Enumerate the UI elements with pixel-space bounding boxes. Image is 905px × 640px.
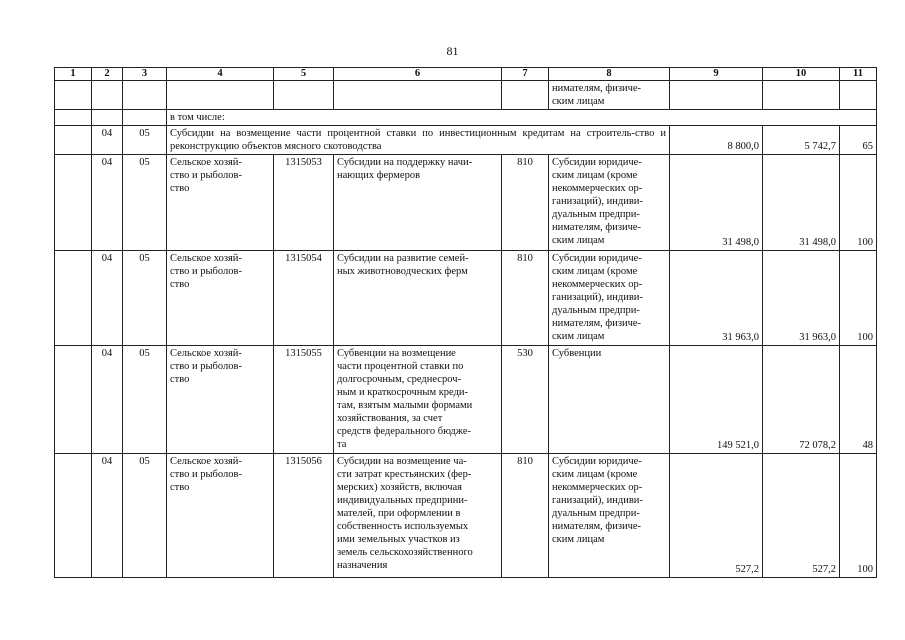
subsidy-description: Субсидии на возмещение части процентной ставки по инвестиционным кредитам на строитель-ство и реконструкцию объектов мясного скотоводства — [167, 126, 670, 155]
section-name: Сельское хозяй- ство и рыболов- ство — [167, 346, 274, 454]
expense-type-code: 810 — [502, 251, 549, 346]
continuation-row — [55, 81, 877, 110]
subtitle-row — [55, 110, 877, 126]
recipient-cell: Субсидии юридиче- ским лицам (кроме некоммерческих ор- ганизаций), индиви- дуальным предпри- нимателям, физиче- ским лицам — [549, 155, 670, 251]
section-code: 04 — [92, 346, 123, 454]
subsection-code: 05 — [123, 454, 167, 578]
section-name: Сельское хозяй- ство и рыболов- ство — [167, 251, 274, 346]
section-code: 04 — [92, 155, 123, 251]
item-description: Субсидии на развитие семей- ных животноводческих ферм — [334, 251, 502, 346]
header-cell: 7 — [502, 68, 549, 81]
header-cell: 5 — [274, 68, 334, 81]
planned-amount: 149 521,0 — [670, 346, 763, 454]
section-code: 04 — [92, 126, 123, 155]
expense-type-code: 810 — [502, 155, 549, 251]
recipient-cell: Субсидии юридиче- ским лицам (кроме некоммерческих ор- ганизаций), индиви- дуальным предпри- нимателям, физиче- ским лицам — [549, 251, 670, 346]
subsection-code: 05 — [123, 126, 167, 155]
expense-type-code: 530 — [502, 346, 549, 454]
actual-amount: 527,2 — [763, 454, 840, 578]
section-code: 04 — [92, 251, 123, 346]
recipient-cell: Субсидии юридиче- ским лицам (кроме некоммерческих ор- ганизаций), индиви- дуальным предпри- нимателям, физиче- ским лицам — [549, 454, 670, 578]
section-code: 04 — [92, 454, 123, 578]
actual-amount: 31 963,0 — [763, 251, 840, 346]
target-code: 1315053 — [274, 155, 334, 251]
header-cell: 2 — [92, 68, 123, 81]
item-description: Субсидии на поддержку начи- нающих фермеров — [334, 155, 502, 251]
header-cell: 4 — [167, 68, 274, 81]
percent: 100 — [840, 454, 877, 578]
header-cell: 11 — [840, 68, 877, 81]
header-cell: 3 — [123, 68, 167, 81]
actual-amount: 72 078,2 — [763, 346, 840, 454]
recipient-cell: Субвенции — [549, 346, 670, 454]
item-description: Субсидии на возмещение ча- сти затрат крестьянских (фер- мерских) хозяйств, включая индивидуальных предприни- мателей, при оформлении в собственность используемых ими земельных участков из земель сельскохозяйственного назначения — [334, 454, 502, 578]
actual-amount: 31 498,0 — [763, 155, 840, 251]
subsection-code: 05 — [123, 346, 167, 454]
subsection-code: 05 — [123, 155, 167, 251]
table-row — [55, 155, 877, 251]
header-cell: 10 — [763, 68, 840, 81]
subsidy-summary-row — [55, 126, 877, 155]
budget-table — [54, 67, 877, 578]
section-name: Сельское хозяй- ство и рыболов- ство — [167, 155, 274, 251]
planned-amount: 31 963,0 — [670, 251, 763, 346]
page-number: 81 — [446, 44, 459, 58]
percent: 65 — [840, 126, 877, 155]
target-code: 1315055 — [274, 346, 334, 454]
table-row — [55, 454, 877, 578]
target-code: 1315056 — [274, 454, 334, 578]
percent: 100 — [840, 155, 877, 251]
percent: 48 — [840, 346, 877, 454]
header-cell: 6 — [334, 68, 502, 81]
planned-amount: 31 498,0 — [670, 155, 763, 251]
table-row — [55, 346, 877, 454]
subsection-code: 05 — [123, 251, 167, 346]
planned-amount: 8 800,0 — [670, 126, 763, 155]
planned-amount: 527,2 — [670, 454, 763, 578]
percent: 100 — [840, 251, 877, 346]
item-description: Субвенции на возмещение части процентной ставки по долгосрочным, среднесроч- ным и краткосрочным креди- там, взятым малыми формами хозяйствования, за счет средств федерального бюдже- та — [334, 346, 502, 454]
section-name: Сельское хозяй- ство и рыболов- ство — [167, 454, 274, 578]
header-cell: 1 — [55, 68, 92, 81]
table-row — [55, 251, 877, 346]
target-code: 1315054 — [274, 251, 334, 346]
subtitle-text: в том числе: — [167, 110, 877, 126]
header-cell: 8 — [549, 68, 670, 81]
header-cell: 9 — [670, 68, 763, 81]
expense-type-code: 810 — [502, 454, 549, 578]
actual-amount: 5 742,7 — [763, 126, 840, 155]
header-row — [55, 68, 877, 81]
recipient-cell: нимателям, физиче- ским лицам — [549, 81, 670, 110]
